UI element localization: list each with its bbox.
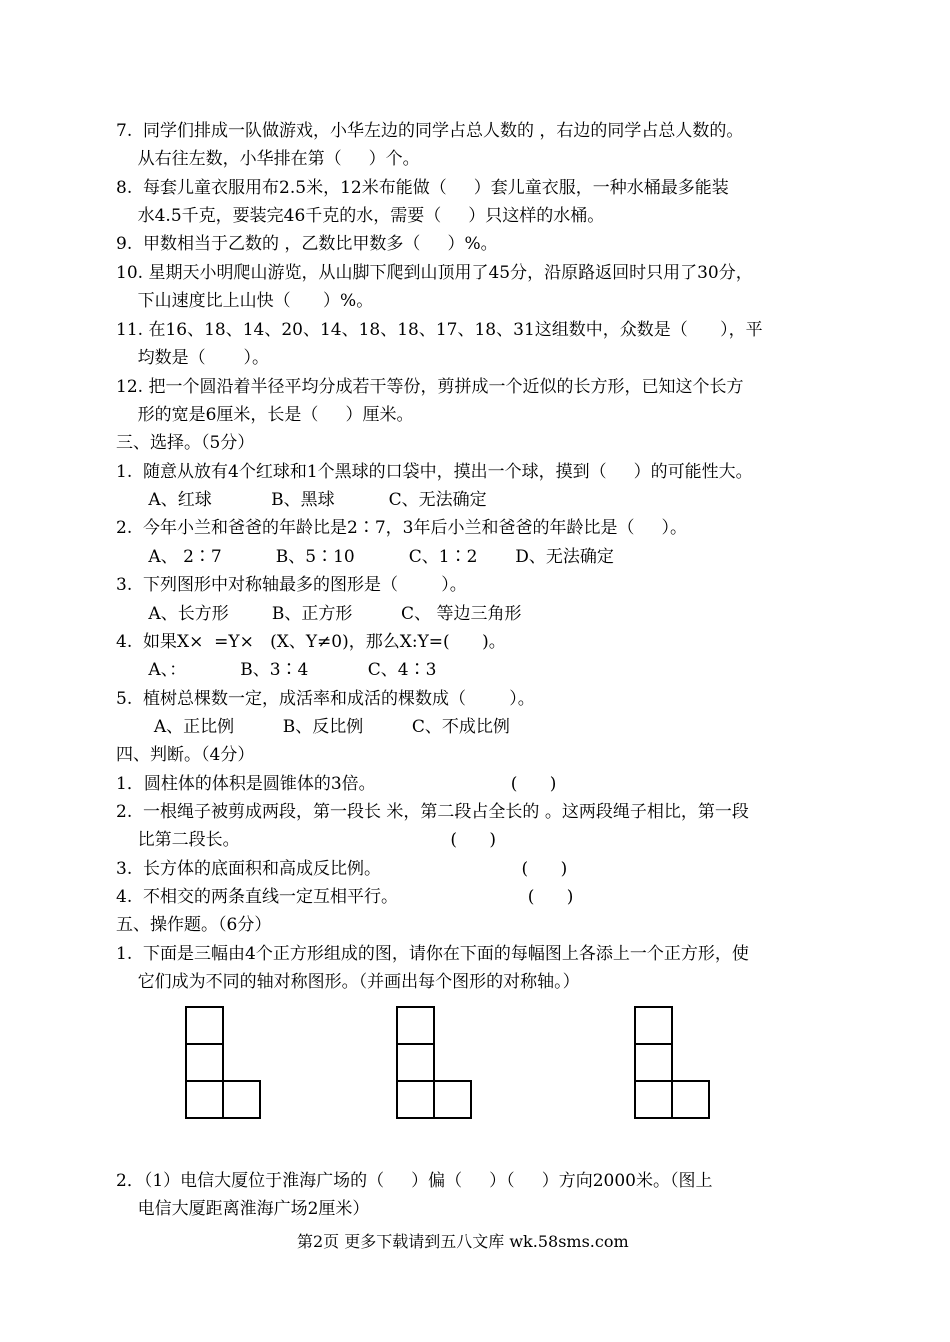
judge2-line1: 2. 一根绳子被剪成两段，第一段长 米，第二段占全长的 。这两段绳子相比，第一段 (116, 802, 749, 822)
choice3-question: 3. 下列图形中对称轴最多的图形是（ ）。 (116, 575, 467, 595)
operation1-line1: 1. 下面是三幅由4个正方形组成的图，请你在下面的每幅图上各添上一个正方形，使 (116, 944, 749, 964)
section-choice-heading: 三、选择。（5分） (116, 433, 255, 453)
choice1-options: A、红球 B、黑球 C、无法确定 (116, 490, 487, 510)
square-figure-3 (633, 1006, 713, 1120)
q11-line2: 均数是（ ）。 (116, 348, 269, 368)
judge1: 1．圆柱体的体积是圆锥体的3倍。 ( ) (116, 774, 557, 794)
page-footer: 第2页 更多下载请到五八文库 wk.58sms.com (297, 1232, 629, 1251)
q10-line2: 下山速度比上山快（ ）%。 (116, 291, 374, 311)
choice5-question: 5. 植树总棵数一定，成活率和成活的棵数成（ ）。 (116, 689, 535, 709)
operation1-line2: 它们成为不同的轴对称图形。（并画出每个图形的对称轴。） (116, 972, 580, 992)
operation2-line1: 2．（1）电信大厦位于淮海广场的（ ）偏（ ）（ ）方向2000米。（图上 (116, 1171, 713, 1191)
q12-line2: 形的宽是6厘米，长是（ ）厘米。 (116, 405, 414, 425)
square-figure-1 (184, 1006, 264, 1120)
q8-line2: 水4.5千克，要装完46千克的水，需要（ ）只这样的水桶。 (116, 206, 605, 226)
section-judge-heading: 四、判断。（4分） (116, 745, 255, 765)
q7-line1: 7. 同学们排成一队做游戏，小华左边的同学占总人数的 ，右边的同学占总人数的。 (116, 121, 744, 141)
choice2-options: A、 2∶7 B、5∶10 C、1∶2 D、无法确定 (116, 547, 614, 567)
choice4-question: 4. 如果X× =Y× (X、Y≠0)，那么X:Y=( )。 (116, 632, 506, 652)
choice5-options: A、正比例 B、反比例 C、不成比例 (116, 717, 510, 737)
q12-line1: 12. 把一个圆沿着半径平均分成若干等份，剪拼成一个近似的长方形，已知这个长方 (116, 377, 744, 397)
square-figure-2 (395, 1006, 475, 1120)
q10-line1: 10. 星期天小明爬山游览，从山脚下爬到山顶用了45分，沿原路返回时只用了30分， (116, 263, 753, 283)
q9-line: 9. 甲数相当于乙数的 ，乙数比甲数多（ ）%。 (116, 234, 498, 254)
choice2-question: 2. 今年小兰和爸爸的年龄比是2∶7，3年后小兰和爸爸的年龄比是（ ）。 (116, 518, 687, 538)
section-operation-heading: 五、操作题。（6分） (116, 915, 272, 935)
judge2-line2: 比第二段长。 ( ) (116, 830, 497, 850)
choice4-options: A、： B、3∶4 C、4∶3 (116, 660, 437, 680)
choice1-question: 1. 随意从放有4个红球和1个黑球的口袋中，摸出一个球，摸到（ ）的可能性大。 (116, 462, 753, 482)
q7-line2: 从右往左数，小华排在第（ ）个。 (116, 149, 420, 169)
q8-line1: 8. 每套儿童衣服用布2.5米，12米布能做（ ）套儿童衣服，一种水桶最多能装 (116, 178, 729, 198)
choice3-options: A、长方形 B、正方形 C、 等边三角形 (116, 604, 522, 624)
q11-line1: 11. 在16、18、14、20、14、18、18、17、18、31这组数中，众数是（ ），平 (116, 320, 763, 340)
operation2-line2: 电信大厦距离淮海广场2厘米） (116, 1199, 370, 1219)
judge3: 3. 长方体的底面积和高成反比例。 ( ) (116, 859, 568, 879)
judge4: 4. 不相交的两条直线一定互相平行。 ( ) (116, 887, 574, 907)
